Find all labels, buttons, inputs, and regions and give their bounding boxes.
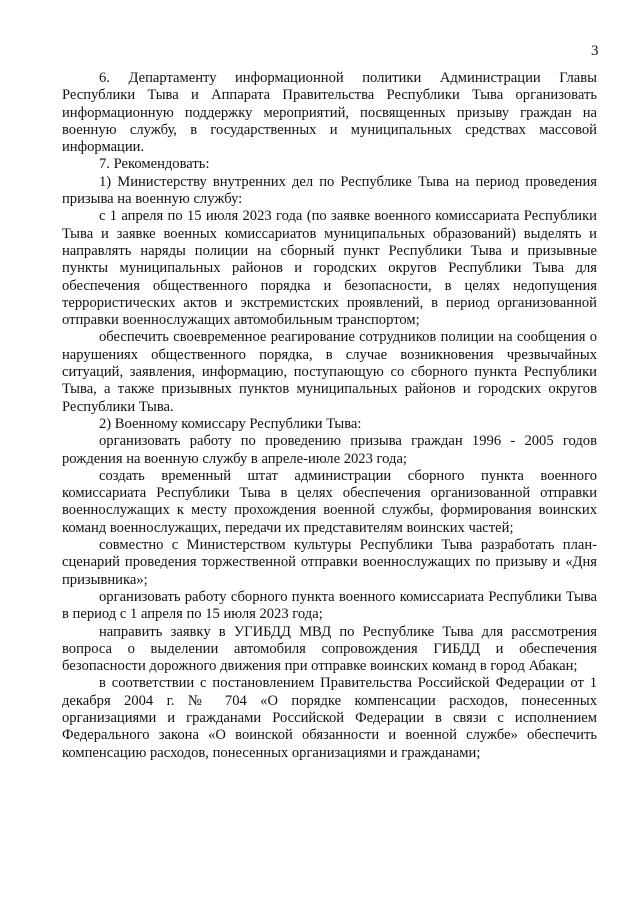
paragraph: с 1 апреля по 15 июля 2023 года (по заявке военного комиссариата Республики Тыва и заявке военных комиссариатов муниципальных образований) выделять и направлять наряды полиции на сборный пункт Республики Тыва и призывные пункты муниципальных районов и городских округов Республики Тыва для обеспечения общественного порядка и безопасности, в целях недопущения террористических актов и экстремистских проявлений, в период организованной отправки военнослужащих автомобильным транспортом; — [62, 208, 597, 329]
paragraph: обеспечить своевременное реагирование сотрудников полиции на сообщения о нарушениях общественного порядка, в случае возникновения чрезвычайных ситуаций, заявления, информацию, поступающую со сборного пункта Республики Тыва, а также призывных пунктов муниципальных районов и городских округов Республики Тыва. — [62, 329, 597, 415]
document-body — [62, 70, 597, 762]
paragraph: совместно с Министерством культуры Республики Тыва разработать план-сценарий проведения торжественной отправки военнослужащих по призыву и «Дня призывника»; — [62, 537, 597, 588]
page-number: 3 — [591, 43, 599, 59]
subitem-2-heading: 2) Военному комиссару Республики Тыва: — [99, 415, 362, 432]
subitem-1-heading: 1) Министерству внутренних дел по Республике Тыва на период проведения призыва на военную службу: — [62, 173, 597, 208]
paragraph-item-7: 7. Рекомендовать: — [99, 156, 210, 173]
paragraph: создать временный штат администрации сборного пункта военного комиссариата Республики Тыва в целях обеспечения организованной отправки военнослужащих к месту прохождения военной службы, формирования воинских команд военнослужащих, передачи их представителям воинских частей; — [62, 467, 597, 536]
paragraph: организовать работу сборного пункта военного комиссариата Республики Тыва в период с 1 апреля по 15 июля 2023 года; — [62, 588, 597, 623]
paragraph: организовать работу по проведению призыва граждан 1996 - 2005 годов рождения на военную службу в апреле-июле 2023 года; — [62, 433, 597, 467]
paragraph-item-6: 6. Департаменту информационной политики Администрации Главы Республики Тыва и Аппарата Правительства Республики Тыва организовать информационную поддержку мероприятий, посвященных призыву граждан на военную службу, в государственных и муниципальных средствах массовой информации. — [62, 70, 597, 156]
paragraph: направить заявку в УГИБДД МВД по Республике Тыва для рассмотрения вопроса о выделении автомобиля сопровождения ГИБДД и обеспечения безопасности дорожного движения при отправке воинских команд в город Абакан; — [62, 623, 597, 675]
paragraph: в соответствии с постановлением Правительства Российской Федерации от 1 декабря 2004 г. № 704 «О порядке компенсации расходов, понесенных организациями и гражданами Российской Федерации в связи с исполнением Федерального закона «О воинской обязанности и военной службе» обеспечить компенсацию расходов, понесенных организациями и гражданами; — [62, 675, 597, 761]
